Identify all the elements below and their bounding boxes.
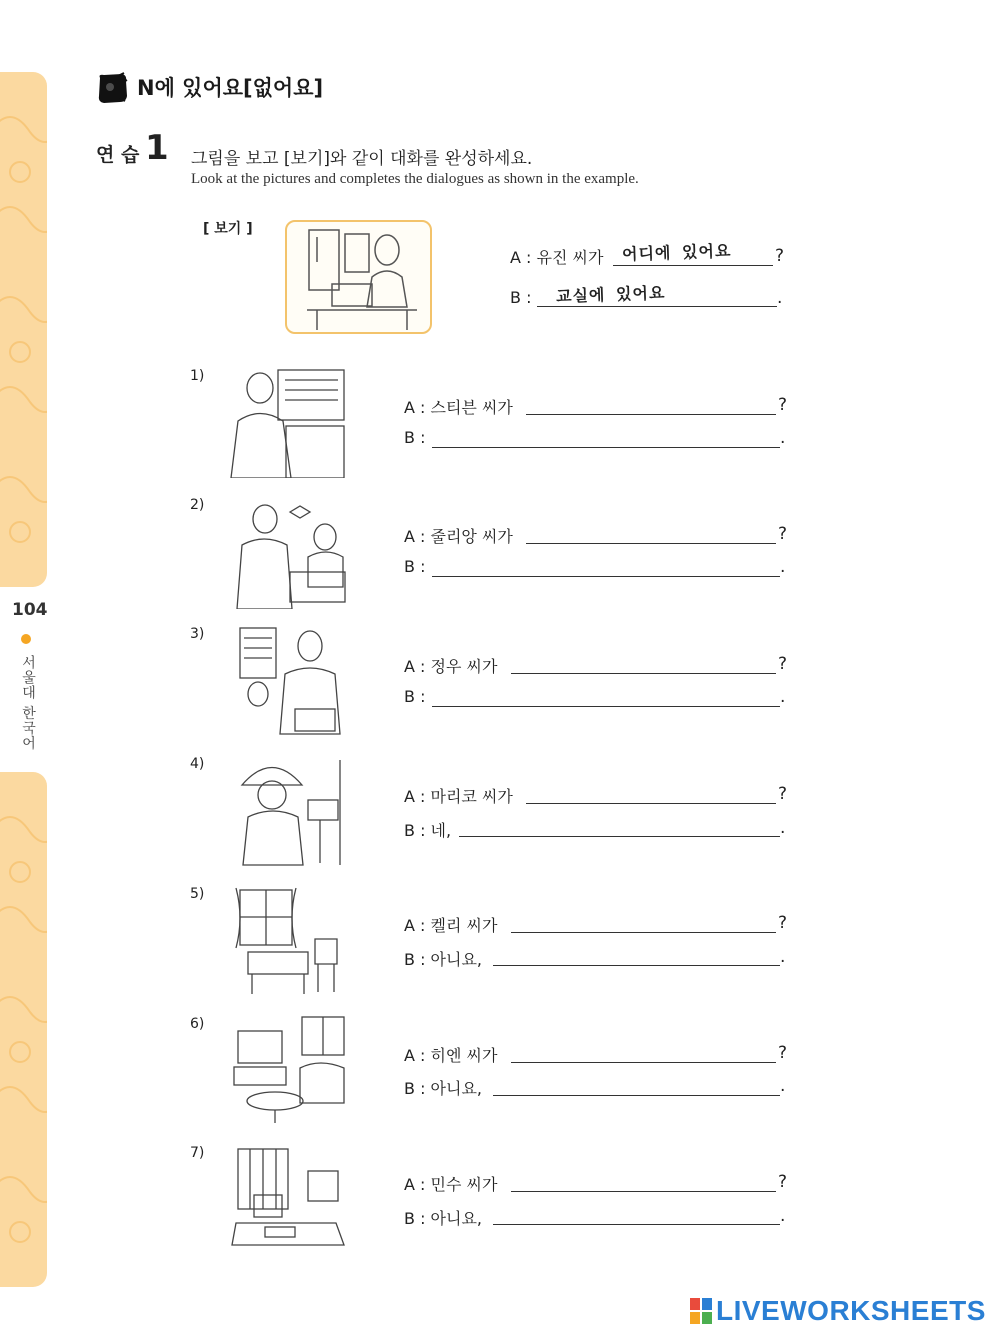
example-line-a: A : 유진 씨가 [510, 248, 604, 267]
item-line-b: B : [404, 557, 426, 576]
item-line-b: B : [404, 428, 426, 447]
example-answer-blank-a[interactable] [613, 265, 773, 266]
item-line-a: A : 히엔 씨가 [404, 1046, 498, 1065]
question-mark: ? [778, 524, 788, 544]
answer-blank-b[interactable] [493, 1095, 780, 1096]
period: . [780, 428, 786, 448]
instruction-english: Look at the pictures and completes the dialogues as shown in the example. [191, 171, 639, 187]
item-number: 6) [190, 1016, 205, 1032]
period: . [780, 947, 786, 967]
example-illustration [285, 220, 432, 334]
question-mark: ? [778, 1043, 788, 1063]
period: . [780, 818, 786, 838]
item-illustration [230, 884, 348, 996]
question-mark: ? [778, 395, 788, 415]
item-line-a: A : 스티븐 씨가 [404, 398, 513, 417]
item-line-b: B : 네, [404, 821, 452, 840]
item-line-b: B : 아니요, [404, 950, 482, 969]
item-illustration [230, 1013, 348, 1125]
period: . [780, 1206, 786, 1226]
item-illustration [230, 366, 348, 478]
item-number: 7) [190, 1145, 205, 1161]
cloud-pattern-icon [0, 772, 47, 1287]
item-line-a: A : 마리코 씨가 [404, 787, 513, 806]
cloud-pattern-icon [0, 72, 47, 587]
item-illustration [230, 1143, 348, 1255]
instruction-korean: 그림을 보고 [보기]와 같이 대화를 완성하세요. [191, 149, 533, 169]
answer-blank-a[interactable] [511, 1191, 776, 1192]
answer-blank-a[interactable] [511, 673, 776, 674]
period: . [780, 1076, 786, 1096]
period: . [780, 557, 786, 577]
item-number: 1) [190, 368, 205, 384]
item-line-b: B : [404, 687, 426, 706]
example-line-b: B : [510, 288, 532, 307]
answer-blank-b[interactable] [432, 706, 780, 707]
logo-blocks-icon [690, 1298, 712, 1324]
answer-blank-a[interactable] [526, 414, 776, 415]
item-number: 3) [190, 626, 205, 642]
question-mark: ? [778, 913, 788, 933]
item-illustration [230, 755, 348, 867]
question-mark: ? [778, 1172, 788, 1192]
answer-blank-a[interactable] [511, 932, 776, 933]
item-illustration [230, 624, 348, 736]
answer-blank-a[interactable] [526, 803, 776, 804]
question-mark: ? [778, 654, 788, 674]
item-illustration [230, 497, 348, 609]
item-number: 4) [190, 756, 205, 772]
item-line-a: A : 켈리 씨가 [404, 916, 498, 935]
answer-blank-b[interactable] [459, 836, 780, 837]
answer-blank-a[interactable] [526, 543, 776, 544]
page-number: 104 [12, 600, 48, 620]
item-line-a: A : 줄리앙 씨가 [404, 527, 513, 546]
logo-text: LIVEWORKSHEETS [716, 1295, 986, 1326]
item-line-a: A : 정우 씨가 [404, 657, 498, 676]
item-number: 2) [190, 497, 205, 513]
question-mark: ? [778, 784, 788, 804]
practice-label: 연 습 [96, 144, 140, 166]
answer-blank-a[interactable] [511, 1062, 776, 1063]
book-title: 서울대 한국어 [20, 655, 36, 751]
ink-blot-icon [96, 72, 128, 104]
practice-number: 1 [145, 128, 169, 168]
answer-blank-b[interactable] [493, 1224, 780, 1225]
answer-blank-b[interactable] [493, 965, 780, 966]
period: . [777, 288, 783, 308]
answer-blank-b[interactable] [432, 447, 780, 448]
sidebar-decoration-top [0, 72, 47, 587]
page-dot [21, 634, 31, 644]
question-mark: ? [775, 246, 785, 266]
sidebar-decoration-bottom [0, 772, 47, 1287]
item-line-b: B : 아니요, [404, 1209, 482, 1228]
example-answer-b: 교실에 있어요 [555, 283, 666, 306]
section-title: N에 있어요[없어요] [137, 76, 324, 100]
item-line-a: A : 민수 씨가 [404, 1175, 498, 1194]
answer-blank-b[interactable] [432, 576, 780, 577]
period: . [780, 687, 786, 707]
item-number: 5) [190, 886, 205, 902]
liveworksheets-logo[interactable] [690, 1296, 986, 1326]
example-answer-a: 어디에 있어요 [621, 241, 732, 264]
example-label: [ 보기 ] [203, 221, 253, 237]
item-line-b: B : 아니요, [404, 1079, 482, 1098]
